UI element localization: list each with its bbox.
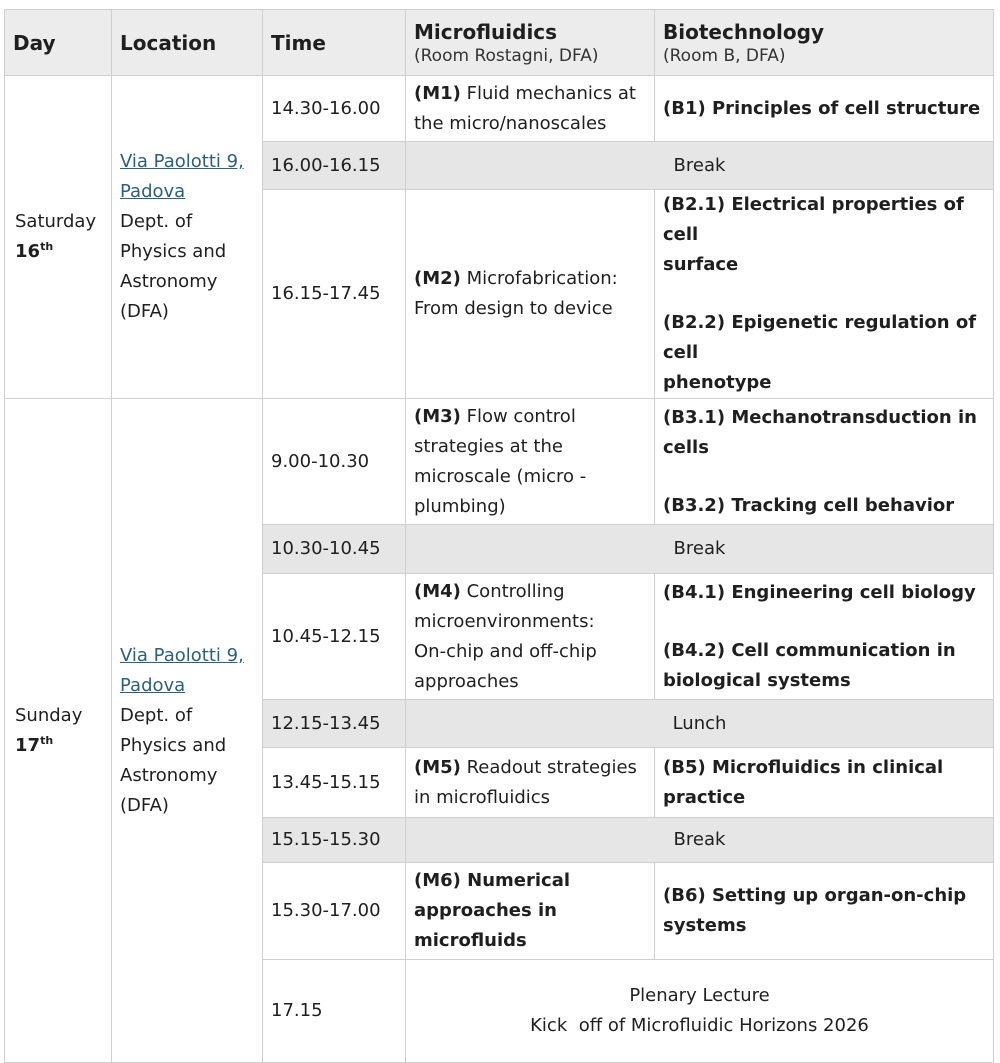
time-cell: 10.30-10.45	[263, 525, 406, 574]
time-cell: 9.00-10.30	[263, 399, 406, 525]
biotechnology-session: (B2.1) Electrical properties of cell surface (B2.2) Epigenetic regulation of cell phenotype	[655, 190, 994, 399]
microfluidics-session: (M4) Controlling microenvironments: On-chip and off-chip approaches	[406, 574, 655, 700]
header-row	[5, 10, 994, 76]
schedule-table	[4, 9, 994, 1063]
time-cell: 13.45-15.15	[263, 748, 406, 818]
header-microfluidics-room: (Room Rostagni, DFA)	[414, 45, 599, 66]
location-cell-sunday: Via Paolotti 9, Padova Dept. of Physics and Astronomy (DFA)	[112, 399, 263, 1063]
break-cell: Break	[406, 525, 994, 574]
location-link[interactable]: Padova	[120, 181, 186, 202]
table-row	[5, 76, 994, 142]
location-cell-saturday: Via Paolotti 9, Padova Dept. of Physics and Astronomy (DFA)	[112, 76, 263, 399]
time-cell: 10.45-12.15	[263, 574, 406, 700]
header-day: Day	[5, 10, 112, 76]
day-cell-saturday: Saturday 16th	[5, 76, 112, 399]
location-link[interactable]: Via Paolotti 9,	[120, 151, 244, 172]
biotechnology-session: (B6) Setting up organ-on-chip systems	[655, 863, 994, 960]
microfluidics-session: (M3) Flow control strategies at the microscale (micro - plumbing)	[406, 399, 655, 525]
time-cell: 12.15-13.45	[263, 700, 406, 748]
header-location: Location	[112, 10, 263, 76]
microfluidics-session: (M2) Microfabrication: From design to device	[406, 190, 655, 399]
table-row	[5, 399, 994, 525]
header-microfluidics: Microfluidics (Room Rostagni, DFA)	[406, 10, 655, 76]
header-biotechnology: Biotechnology (Room B, DFA)	[655, 10, 994, 76]
biotechnology-session: (B5) Microfluidics in clinical practice	[655, 748, 994, 818]
biotechnology-session: (B4.1) Engineering cell biology (B4.2) Cell communication in biological systems	[655, 574, 994, 700]
lunch-cell: Lunch	[406, 700, 994, 748]
time-cell: 16.15-17.45	[263, 190, 406, 399]
location-link[interactable]: Padova	[120, 674, 186, 696]
break-cell: Break	[406, 142, 994, 190]
time-cell: 15.30-17.00	[263, 863, 406, 960]
day-cell-sunday: Sunday 17th	[5, 399, 112, 1063]
microfluidics-session: (M5) Readout strategies in microfluidics	[406, 748, 655, 818]
header-time: Time	[263, 10, 406, 76]
microfluidics-session: (M1) Fluid mechanics at the micro/nanoscales	[406, 76, 655, 142]
break-cell: Break	[406, 818, 994, 863]
time-cell: 14.30-16.00	[263, 76, 406, 142]
biotechnology-session: (B3.1) Mechanotransduction in cells (B3.2) Tracking cell behavior	[655, 399, 994, 525]
biotechnology-session: (B1) Principles of cell structure	[655, 76, 994, 142]
time-cell: 15.15-15.30	[263, 818, 406, 863]
location-link[interactable]: Via Paolotti 9,	[120, 644, 244, 666]
time-cell: 17.15	[263, 960, 406, 1063]
time-cell: 16.00-16.15	[263, 142, 406, 190]
microfluidics-session: (M6) Numerical approaches in microfluids	[406, 863, 655, 960]
header-biotechnology-room: (Room B, DFA)	[663, 45, 786, 66]
plenary-lecture-cell: Plenary Lecture Kick off of Microfluidic Horizons 2026	[406, 960, 994, 1063]
